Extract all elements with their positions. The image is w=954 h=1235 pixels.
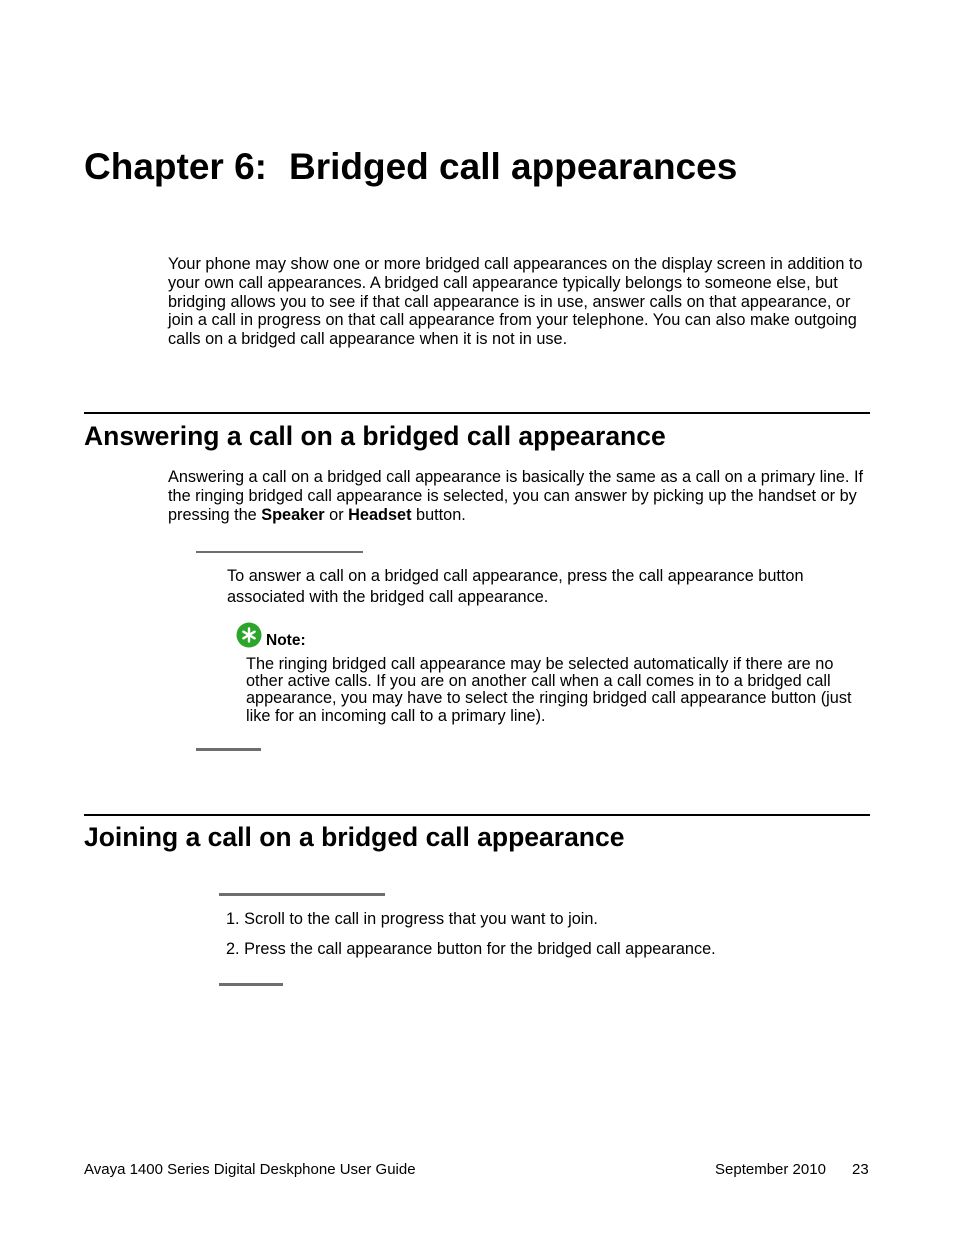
footer-date: September 2010 — [715, 1161, 826, 1178]
steps-end-rule — [219, 983, 283, 986]
section-heading-answering: Answering a call on a bridged call appearance — [84, 421, 666, 451]
headset-term: Headset — [348, 505, 412, 524]
joining-steps — [226, 909, 716, 969]
list-item: 2. Press the call appearance button for the bridged call appearance. — [226, 940, 716, 958]
intro-paragraph: Your phone may show one or more bridged call appearances on the display screen in addition to your own call appearances. A bridged call appearance typically belongs to someone else, but bridging allows you to see if that call appearance is in use, answer calls on that appearance, or join a call in progress on that call appearance from your telephone. You can also make outgoing calls on a bridged call appearance when it is not in use. — [168, 255, 863, 349]
chapter-title-text: Bridged call appearances — [288, 146, 738, 187]
procedure-end-rule — [196, 748, 261, 751]
chapter-title — [84, 146, 737, 188]
section-heading-joining: Joining a call on a bridged call appearance — [84, 822, 625, 852]
steps-start-rule — [219, 893, 385, 896]
procedure-start-rule — [196, 551, 363, 553]
footer-guide-title: Avaya 1400 Series Digital Deskphone User Guide — [84, 1161, 416, 1178]
answering-procedure-text: To answer a call on a bridged call appearance, press the call appearance button associated with the bridged call appearance. — [227, 567, 804, 606]
speaker-term: Speaker — [261, 505, 325, 524]
note-label: Note: — [266, 632, 306, 649]
chapter-number: Chapter 6: — [84, 146, 267, 187]
answering-paragraph: Answering a call on a bridged call appearance is basically the same as a call on a primary line. If the ringing bridged call appearance is selected, you can answer by picking up the handset or by pressing the Speaker or Headset button. — [168, 468, 864, 524]
section-divider-joining — [84, 814, 870, 816]
section-divider-answering — [84, 412, 870, 414]
footer-page-number: 23 — [852, 1161, 869, 1178]
note-text: The ringing bridged call appearance may be selected automatically if there are no other active calls. If you are on another call when a call comes in to a bridged call appearance, you may have to select the ringing bridged call appearance button (just like for an incoming call to a primary line). — [246, 655, 852, 725]
list-item: 1. Scroll to the call in progress that you want to join. — [226, 910, 598, 928]
note-icon — [236, 622, 262, 648]
